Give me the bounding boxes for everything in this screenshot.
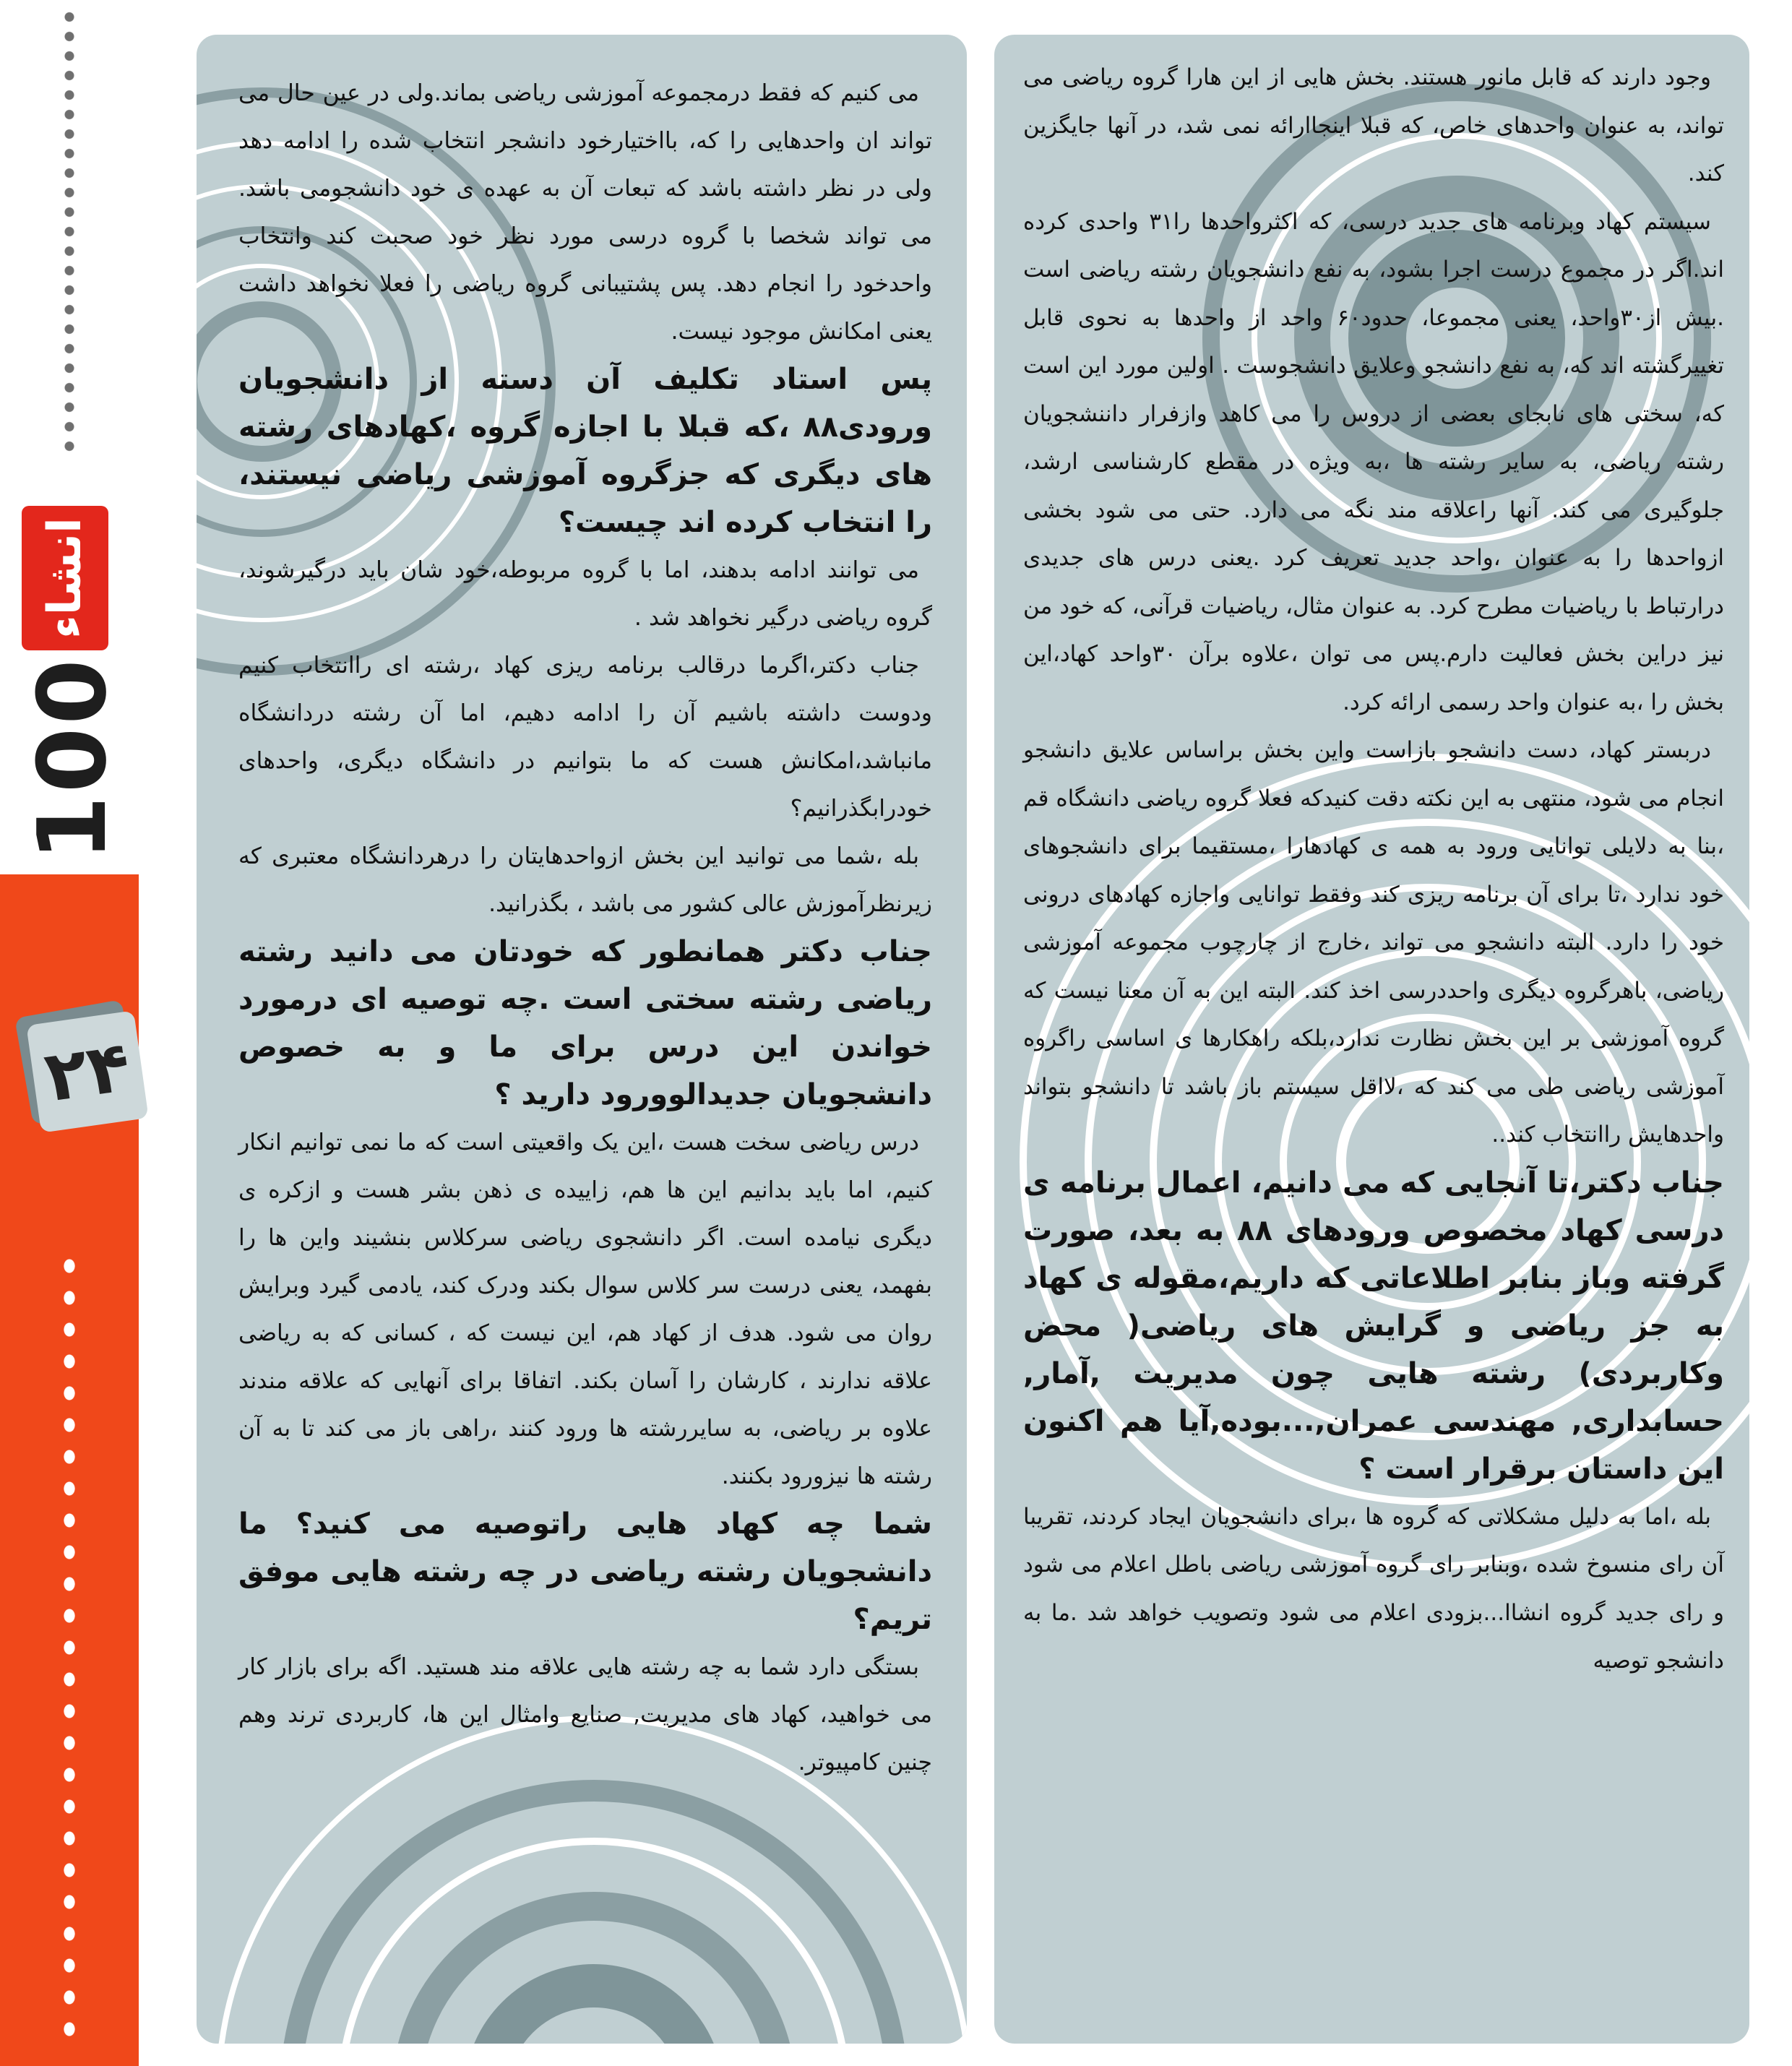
paragraph: می کنیم که فقط درمجموعه آموزشی ریاضی بماند.ولی در عین حال می تواند ان واحدهایی را که، بااختیارخود دانشجر انتخاب شده را ادامه دهد ولی در نظر داشته باشد که تبعات آن به عهده ی خود دانشجومی باشد. می تواند شخصا با گروه درسی مورد نظر خود صحبت کند وانتخاب واحدخود را انجام دهد. پس پشتیبانی گروه ریاضی را فعلا نخواهد داشت یعنی امکانش موجود نیست. bbox=[238, 80, 932, 345]
ring-7 bbox=[486, 1986, 702, 2044]
article-column-left bbox=[197, 35, 967, 2044]
paragraph: وجود دارند که قابل مانور هستند. بخش هایی از این هارا گروه ریاضی می تواند، به عنوان واحدهای خاص، که قبلا اینجاارائه نمی شد، در آنها جایگزین کند. bbox=[1023, 64, 1724, 186]
paragraph: بله ،اما به دلیل مشکلاتی که گروه ها ،برای دانشجویان ایجاد کردند، تقریبا آن رای منسوخ شده ،وبنابر رای گروه آموزشی ریاضی باطل اعلام می شود و رای جدید گروه انشاا...بزودی اعلام می شود وتصویب خواهد شد .ما به دانشجو توصیه bbox=[1023, 1503, 1724, 1674]
dotted-line-top bbox=[64, 7, 75, 455]
paragraph: بستگی دارد شما به چه رشته هایی علاقه مند هستید. اگه برای بازار کار می خواهید، کهاد های مدیریت, صنایع وامثال این ها، کاربردی ترند وهم چنین کامپیوتر. bbox=[238, 1654, 932, 1776]
paragraph: می توانند ادامه بدهند، اما با گروه مربوطه،خود شان باید درگیرشوند، گروه ریاضی درگیر نخواهد شد . bbox=[238, 557, 932, 631]
page-number: ۲۴ bbox=[26, 1010, 148, 1132]
article-text-left bbox=[238, 69, 932, 1786]
paragraph: جناب دکتر،اگرما درقالب برنامه ریزی کهاد ،رشته ای راانتخاب کنیم ودوست داشته باشیم آن را ادامه دهیم، اما آن رشته دردانشگاه مانباشد،امکانش هست که ما بتوانیم در دانشگاه دیگری، واحدهای خودرابگذرانیم؟ bbox=[238, 653, 932, 822]
ring-8 bbox=[406, 1906, 782, 2044]
magazine-logo-text: 100 bbox=[17, 656, 127, 861]
article-text-right bbox=[1023, 53, 1724, 1685]
magazine-logo bbox=[17, 650, 127, 867]
article-column-right bbox=[994, 35, 1749, 2044]
ring-9 bbox=[341, 1841, 847, 2044]
paragraph: دربستر کهاد، دست دانشجو بازاست واین بخش براساس علایق دانشجو انجام می شود، منتهی به این نکته دقت کنیدکه فعلا گروه ریاضی دانشگاه قم ،بنا به دلایلی توانایی ورود به همه ی کهادهارا ،مستقیما برای دانشجوهای خود ندارد ،تا برای آن برنامه ریزی کند وفقط توانایی واجازه کهادهای درونی خود را دارد. البته دانشجو می تواند ،خارج از چارچوب مجموعه آموزشی ریاضی، باهرگروه دیگری واحددرسی اخذ کند. البته این به آن معنا نیست که گروه آموزشی بر این بخش نظارت ندارد،بلکه راهکارها ی اساسی راگروه آموزشی ریاضی طی می کند که ،لااقل سیستم باز باشد تا دانشجو بتواند واحدهایش راانتخاب کند.. bbox=[1023, 737, 1724, 1148]
interview-question: جناب دکتر همانطور که خودتان می دانید رشته ریاضی رشته سختی است .چه توصیه ای درمورد خواندن این درس برای ما و به خصوص دانشجویان جدیدالوورود دارید ؟ bbox=[238, 935, 932, 1111]
magazine-logo-badge-text: انشاء bbox=[38, 517, 92, 639]
paragraph: سیستم کهاد وبرنامه های جدید درسی، که اکثرواحدها را۳۱ واحدی کرده اند.اگر در مجموع درست اجرا بشود، به نفع دانشجویان رشته ریاضی است .بیش از۳۰واحد، یعنی مجموعا، حدود۶۰ واحد از واحدها به نحوی قابل تغییرگشته اند که، به نفع دانشجو وعلایق دانشجوست . اولین مورد این است که، سختی های نابجای بعضی از دروس را می کاهد وازفرار داننشجویان رشته ریاضی، به سایر رشته ها ،به ویژه در مقطع کارشناسی ارشد، جلوگیری می کند. آنها راعلاقه مند نگه می دارد. حتی می شود بخشی ازواحدها را به عنوان ،واحد جدید تعریف کرد .یعنی درس های جدیدی درارتباط با ریاضیات مطرح کرد. به عنوان مثال، ریاضیات قرآنی، که خود من نیز دراین بخش فعالیت دارم.پس می توان ،علاوه برآن ۳۰واحد کهاد،این بخش را ،به عنوان واحد رسمی ارائه کرد. bbox=[1023, 208, 1724, 715]
paragraph: بله ،شما می توانید این بخش ازواحدهایتان را درهردانشگاه معتبری که زیرنظرآموزش عالی کشور می باشد ، بگذرانید. bbox=[238, 843, 932, 917]
interview-question: پس استاد تکلیف آن دسته از دانشجویان ورودی۸۸ ،که قبلا با اجازه گروه ،کهادهای رشته های دیگری که جزگروه آموزشی ریاضی نیستند، را انتخاب کرده اند چیست؟ bbox=[238, 363, 932, 539]
magazine-logo-badge bbox=[22, 506, 108, 650]
side-strip bbox=[0, 0, 145, 2066]
dotted-line-bottom bbox=[62, 1250, 77, 2045]
interview-question: شما چه کهاد هایی راتوصیه می کنید؟ ما دانشجویان رشته ریاضی در چه رشته هایی موفق تریم؟ bbox=[238, 1507, 932, 1636]
interview-question: جناب دکتر،تا آنجایی که می دانیم، اعمال برنامه ی درسی کهاد مخصوص ورودهای ۸۸ به بعد، صورت گرفته وباز بنابر اطلاعاتی که داریم،مقوله ی کهاد به جز ریاضی و گرایش های ریاضی( محض وکاربردی) رشته هایی چون مدیریت ,آمار, حسابداری, مهندسی عمران,...بوده,آیا هم اکنون این داستان برقرار است ؟ bbox=[1023, 1166, 1724, 1486]
paragraph: درس ریاضی سخت هست ،این یک واقعیتی است که ما نمی توانیم انکار کنیم، اما باید بدانیم این ها هم، زاییده ی ذهن بشر هست و ازکره ی دیگری نیامده است. اگر دانشجوی ریاضی سرکلاس بنشیند واین ها را بفهمد، یعنی درست سر کلاس سوال بکند ودرک کند، یادمی گیرد وبرایش روان می شود. هدف از کهاد هم، این نیست که ، کسانی که به ریاضی علاقه ندارند ، کارشان را آسان بکند. اتفاقا برای آنهایی که علاقه مندند علاوه بر ریاضی، به سایررشته ها ورود کنند ،راهی باز می کند تا به آن رشته ها نیزورود بکنند. bbox=[238, 1129, 932, 1489]
ring-10 bbox=[290, 1791, 897, 2044]
